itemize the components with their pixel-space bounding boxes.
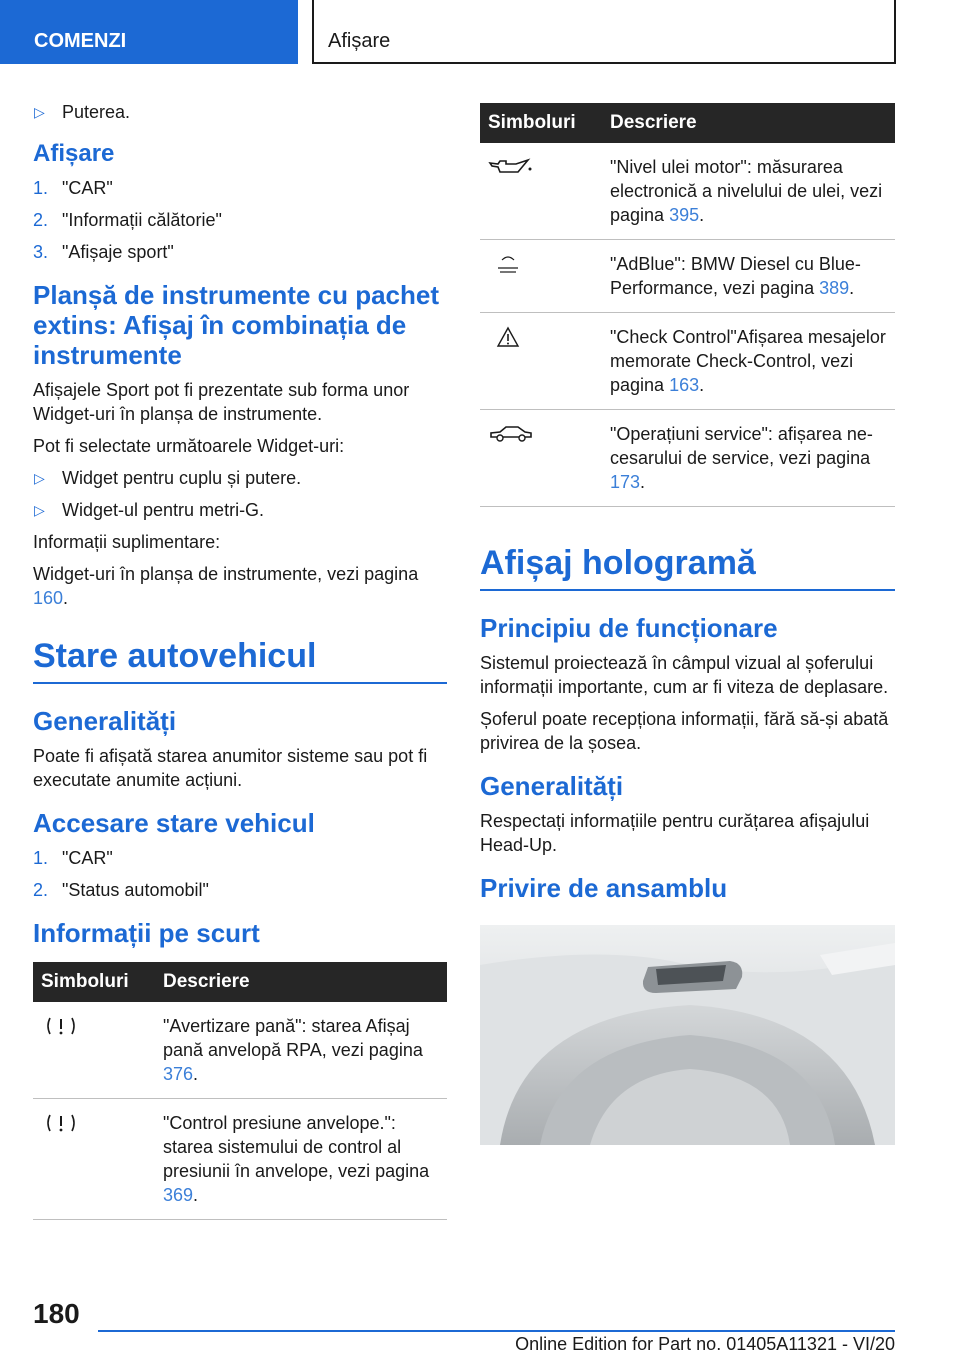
table-row: "AdBlue": BMW Diesel cu BluePerformance, vezi pagina 389. — [480, 240, 895, 313]
step-item: 2. "Status automobil" — [33, 880, 209, 900]
column-header: Descriere — [155, 962, 447, 1002]
privire-heading: Privire de ansamblu — [480, 873, 728, 903]
triangle-bullet-icon: ▷ — [34, 104, 45, 120]
column-header: Simboluri — [33, 962, 155, 1002]
principiu-paragraph: Sistemul proiectează în câmpul vizual al șoferului informații importante, cum ar fi viteza de deplasare. — [480, 653, 889, 697]
symbols-table — [33, 962, 447, 1220]
right-column — [480, 89, 895, 1150]
plansa-paragraph: Widget-uri în planșa de instrumente, vezi pagina 160. — [33, 564, 419, 608]
symbols-table — [480, 103, 895, 507]
list-item: ▷ Widget pentru cuplu și putere. — [34, 468, 302, 488]
page-link[interactable]: 163 — [669, 375, 700, 395]
widget-list — [33, 466, 447, 522]
table-row: "Operațiuni service": afișarea necesarului de service, vezi pagina 173. — [480, 410, 895, 507]
intro-list — [33, 100, 447, 124]
edition-footer: Online Edition for Part no. 01405A11321 - VI/20 — [515, 1334, 895, 1354]
page-link[interactable]: 376 — [163, 1064, 194, 1084]
car-service-icon — [488, 422, 534, 446]
principiu-paragraph: Șoferul poate recepționa informații, fără să-și abată privirea de la șosea. — [480, 709, 889, 753]
holo-heading: Afișaj hologramă — [480, 543, 895, 591]
page-link[interactable]: 389 — [819, 278, 850, 298]
tire-pressure-icon — [41, 1111, 81, 1135]
step-item: 1. "CAR" — [33, 178, 113, 198]
adblue-icon — [488, 252, 528, 276]
generalitati-heading: Generalități — [33, 706, 177, 736]
warning-triangle-icon — [488, 325, 528, 349]
table-row: "Check Control"Afișarea mesajelor memorate Check-Control, vezi pagina 163. — [480, 313, 895, 410]
accesare-steps — [33, 846, 447, 902]
section-title: Afișare — [312, 0, 896, 64]
step-item: 3. "Afișaje sport" — [33, 242, 174, 262]
page-number: 180 — [33, 1298, 80, 1329]
step-item: 2. "Informații călătorie" — [33, 210, 222, 230]
generalitati-paragraph: Respectați informațiile pentru curățarea afișajului Head-Up. — [480, 811, 870, 855]
plansa-paragraph: Afișajele Sport pot fi prezentate sub forma unor Widget-uri în planșa de instrumente. — [33, 380, 410, 424]
list-item: ▷ Widget-ul pentru metri-G. — [34, 500, 265, 520]
step-item: 1. "CAR" — [33, 848, 113, 868]
plansa-heading: Planșă de instrumente cu pachet extins: Afișaj în combinația de instrumente — [33, 280, 440, 370]
table-header-row — [480, 103, 895, 143]
footer-divider — [98, 1330, 895, 1332]
principiu-heading: Principiu de funcționare — [480, 613, 778, 643]
plansa-paragraph: Informații suplimentare: — [33, 532, 221, 552]
page-link[interactable]: 173 — [610, 472, 641, 492]
afisare-steps — [33, 176, 447, 264]
chapter-tab[interactable]: COMENZI — [0, 0, 298, 64]
oil-can-icon — [488, 155, 534, 179]
column-header: Simboluri — [480, 103, 602, 143]
page-link[interactable]: 395 — [669, 205, 700, 225]
info-heading: Informații pe scurt — [33, 918, 260, 948]
left-column — [33, 100, 447, 1220]
stare-heading: Stare autovehicul — [33, 636, 447, 684]
plansa-paragraph: Pot fi selectate următoarele Widget-uri: — [33, 436, 345, 456]
table-header-row — [33, 962, 447, 1002]
generalitati-heading: Generalități — [480, 771, 624, 801]
column-header: Descriere — [602, 103, 895, 143]
accesare-heading: Accesare stare vehicul — [33, 808, 315, 838]
table-row: "Avertizare pană": starea Afișaj pană anvelopă RPA, vezi pagina 376. — [33, 1002, 447, 1099]
list-item: ▷ Puterea. — [34, 102, 131, 122]
triangle-bullet-icon: ▷ — [34, 502, 45, 518]
generalitati-paragraph: Poate fi afișată starea anumitor sisteme sau pot fi executate anumite acțiuni. — [33, 746, 428, 790]
tire-warning-icon — [41, 1014, 81, 1038]
head-up-display-photo — [480, 925, 895, 1145]
table-row: "Nivel ulei motor": măsurarea electronică a nivelului de ulei, vezi pagina 395. — [480, 143, 895, 240]
page-link[interactable]: 160 — [33, 588, 64, 608]
triangle-bullet-icon: ▷ — [34, 470, 45, 486]
afisare-heading: Afișare — [33, 140, 115, 167]
table-row: "Control presiune anvelope.": starea sistemului de control al presiunii în anvelope, vezi pagina 369. — [33, 1099, 447, 1220]
page-link[interactable]: 369 — [163, 1185, 194, 1205]
